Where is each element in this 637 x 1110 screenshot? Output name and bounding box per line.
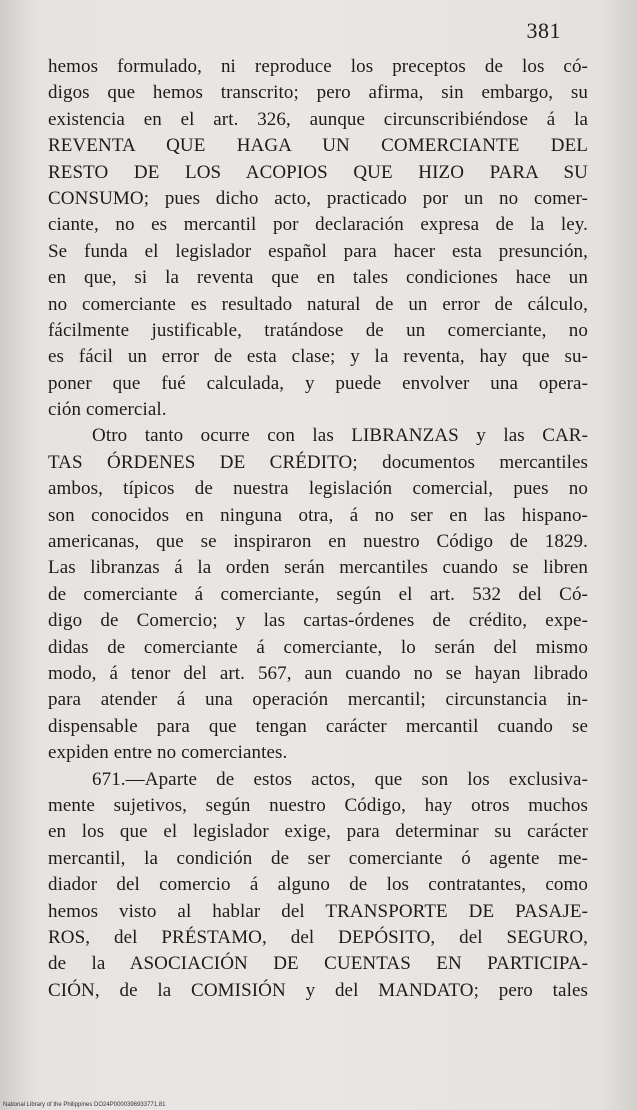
text-line: modo, á tenor del art. 567, aun cuando no se hayan librado bbox=[48, 662, 588, 684]
text-line: de la ASOCIACIÓN DE CUENTAS EN PARTICIPA- bbox=[48, 953, 588, 975]
body-text bbox=[48, 54, 588, 1004]
text-line: americanas, que se inspiraron en nuestro Código de 1829. bbox=[48, 531, 588, 553]
paragraph-2 bbox=[48, 423, 588, 766]
text-line: poner que fué calculada, y puede envolver una opera- bbox=[48, 372, 588, 394]
text-line: expiden entre no comerciantes. bbox=[48, 742, 288, 764]
text-line: Las libranzas á la orden serán mercantiles cuando se libren bbox=[48, 557, 588, 579]
text-line: RESTO DE LOS ACOPIOS QUE HIZO PARA SU bbox=[48, 161, 588, 183]
text-line: digos que hemos transcrito; pero afirma, sin embargo, su bbox=[48, 82, 588, 104]
page-number: 381 bbox=[526, 18, 561, 43]
text-line: en que, si la reventa que en tales condiciones hace un bbox=[48, 267, 588, 289]
text-line: mente sujetivos, según nuestro Código, hay otros muchos bbox=[48, 794, 588, 816]
text-line: CONSUMO; pues dicho acto, practicado por un no comer- bbox=[48, 187, 588, 209]
text-line: 671.—Aparte de estos actos, que son los exclusiva- bbox=[92, 768, 588, 790]
text-line: digo de Comercio; y las cartas-órdenes de crédito, expe- bbox=[48, 610, 588, 632]
text-line: ción comercial. bbox=[48, 399, 167, 421]
text-line: ciante, no es mercantil por declaración expresa de la ley. bbox=[48, 214, 588, 236]
text-line: Otro tanto ocurre con las LIBRANZAS y las CAR- bbox=[92, 425, 588, 447]
text-line: no comerciante es resultado natural de un error de cálculo, bbox=[48, 293, 588, 315]
text-line: hemos formulado, ni reproduce los preceptos de los có- bbox=[48, 56, 588, 77]
text-line: ROS, del PRÉSTAMO, del DEPÓSITO, del SEGURO, bbox=[48, 926, 588, 948]
text-line: REVENTA QUE HAGA UN COMERCIANTE DEL bbox=[48, 135, 588, 157]
text-line: existencia en el art. 326, aunque circunscribiéndose á la bbox=[48, 108, 588, 130]
text-line: ambos, típicos de nuestra legislación comercial, pues no bbox=[48, 478, 588, 500]
text-line: TAS ÓRDENES DE CRÉDITO; documentos mercantiles bbox=[48, 451, 588, 473]
text-line: son conocidos en ninguna otra, á no ser en las hispano- bbox=[48, 504, 588, 526]
text-line: Se funda el legislador español para hacer esta presunción, bbox=[48, 240, 588, 262]
scan-credit: National Library of the Philippines DO24P0000396933771.81 bbox=[3, 1102, 166, 1108]
paragraph-1 bbox=[48, 54, 588, 423]
text-line: fácilmente justificable, tratándose de un comerciante, no bbox=[48, 319, 588, 341]
text-line: CIÓN, de la COMISIÓN y del MANDATO; pero tales bbox=[48, 979, 588, 1001]
text-line: para atender á una operación mercantil; circunstancia in- bbox=[48, 689, 588, 711]
text-line: diador del comercio á alguno de los contratantes, como bbox=[48, 874, 588, 896]
text-line: didas de comerciante á comerciante, lo serán del mismo bbox=[48, 636, 588, 658]
paragraph-3 bbox=[48, 767, 588, 1005]
text-line: mercantil, la condición de ser comerciante ó agente me- bbox=[48, 847, 588, 869]
text-line: de comerciante á comerciante, según el art. 532 del Có- bbox=[48, 583, 588, 605]
text-line: en los que el legislador exige, para determinar su carácter bbox=[48, 821, 588, 843]
text-line: dispensable para que tengan carácter mercantil cuando se bbox=[48, 715, 588, 737]
text-line: es fácil un error de esta clase; y la reventa, hay que su- bbox=[48, 346, 588, 368]
text-line: hemos visto al hablar del TRANSPORTE DE PASAJE- bbox=[48, 900, 588, 922]
